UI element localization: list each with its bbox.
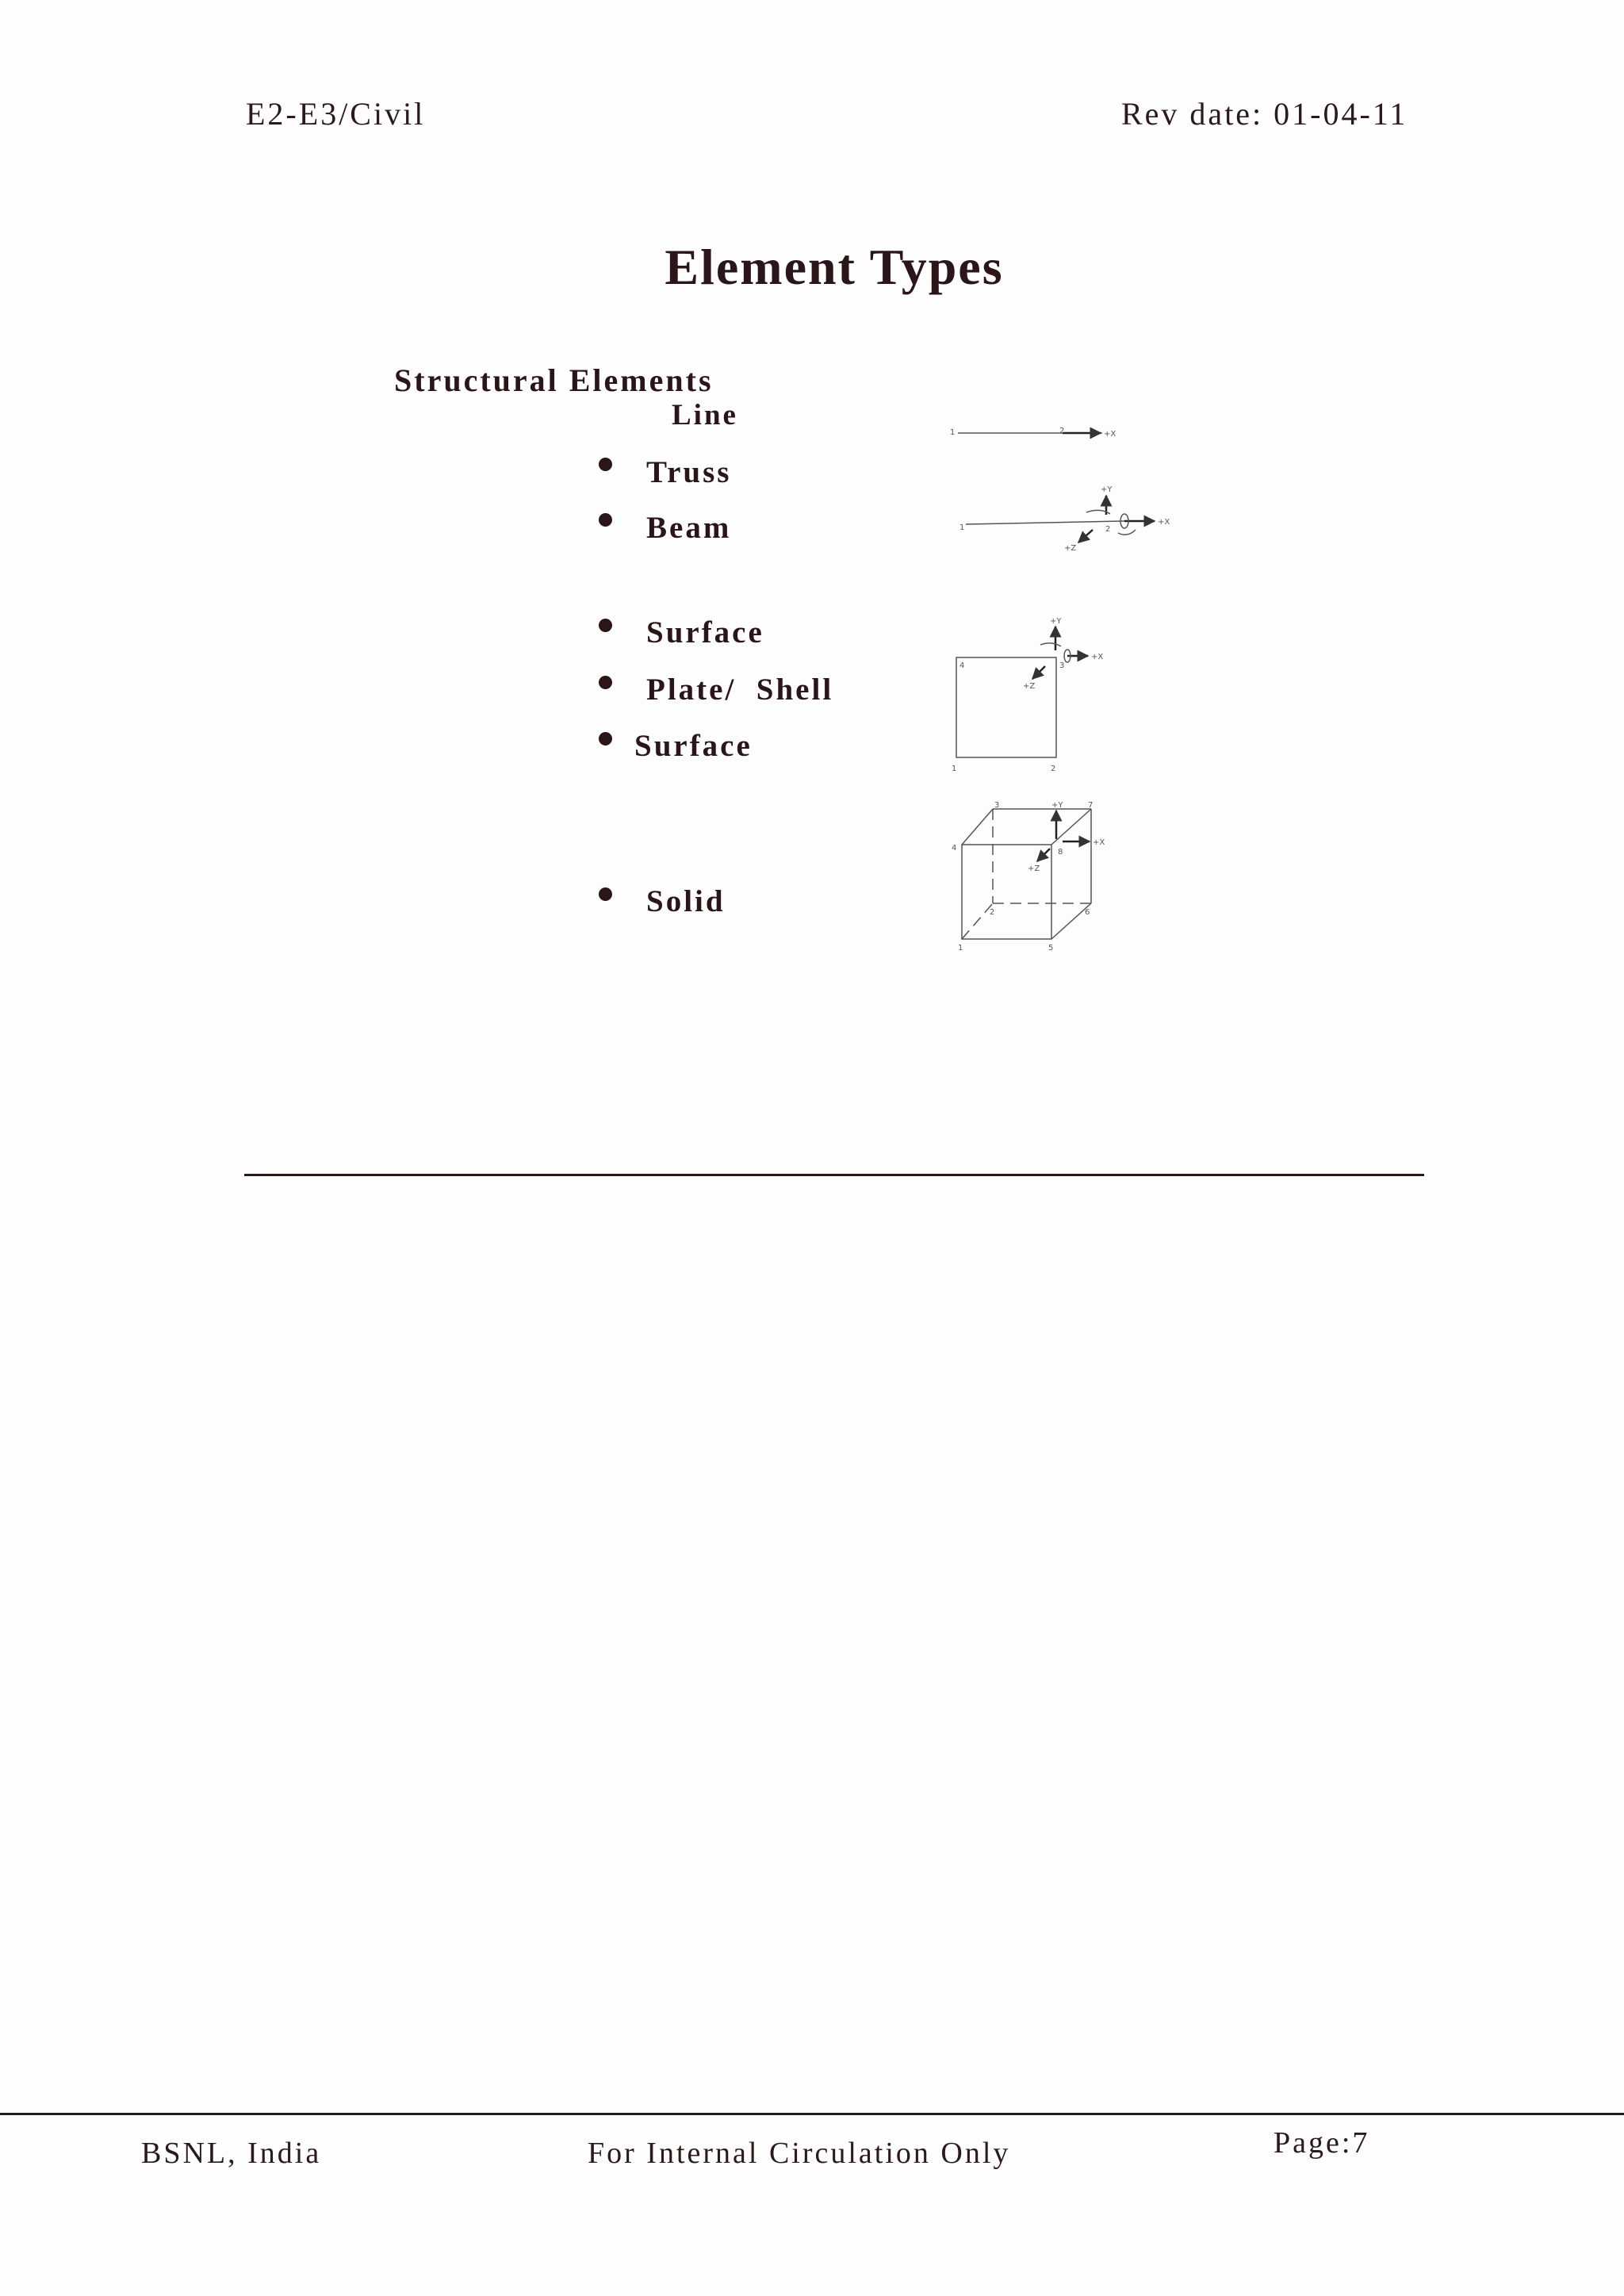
list-item-truss: Truss (646, 455, 732, 489)
node-label: 8 (1058, 848, 1063, 857)
node-label: 1 (959, 523, 965, 532)
section-subheading: Line (672, 399, 738, 431)
node-label: 3 (994, 801, 1000, 810)
list-item-surface: Surface (646, 615, 764, 650)
node-label: 5 (1048, 944, 1054, 953)
header-revision-date: Rev date: 01-04-11 (1121, 96, 1408, 132)
node-label: 1 (958, 944, 963, 953)
node-label: 2 (1051, 765, 1056, 773)
node-label: 4 (959, 661, 965, 670)
footer-divider (0, 2113, 1624, 2115)
axis-label: +X (1104, 430, 1116, 439)
list-item-surface-2: Surface (634, 729, 753, 763)
node-label: 2 (990, 908, 995, 917)
node-label: 2 (1105, 525, 1111, 534)
list-item-beam: Beam (646, 511, 732, 545)
axis-label: +X (1091, 653, 1104, 661)
header-document-code: E2-E3/Civil (246, 96, 426, 132)
footer-circulation-note: For Internal Circulation Only (588, 2137, 1011, 2170)
node-label: 1 (952, 765, 957, 773)
page-title: Element Types (665, 239, 1004, 295)
axis-label: +X (1093, 838, 1105, 847)
axis-label: +Y (1051, 801, 1063, 810)
node-label: 2 (1059, 427, 1065, 435)
element-diagrams (0, 0, 1624, 1031)
plate-element-diagram (952, 617, 1103, 773)
list-item-solid: Solid (646, 884, 726, 918)
solid-element-diagram (952, 801, 1105, 953)
node-label: 3 (1059, 661, 1065, 670)
footer-page-number: Page:7 (1274, 2126, 1370, 2160)
beam-element-diagram (959, 485, 1170, 553)
node-label: 1 (950, 428, 956, 437)
node-label: 7 (1088, 801, 1094, 810)
axis-label: +Z (1064, 544, 1077, 553)
section-heading: Structural Elements (394, 362, 714, 398)
axis-label: +Z (1028, 864, 1040, 873)
axis-label: +X (1158, 518, 1170, 527)
content-divider (244, 1174, 1424, 1176)
axis-label: +Z (1023, 682, 1036, 691)
axis-label: +Y (1050, 617, 1062, 626)
list-item-plate-shell: Plate/ Shell (646, 673, 834, 707)
footer-organization: BSNL, India (141, 2137, 322, 2170)
node-label: 6 (1085, 908, 1090, 917)
axis-label: +Y (1101, 485, 1113, 494)
node-label: 4 (952, 844, 957, 853)
line-element-diagram (950, 427, 1116, 439)
